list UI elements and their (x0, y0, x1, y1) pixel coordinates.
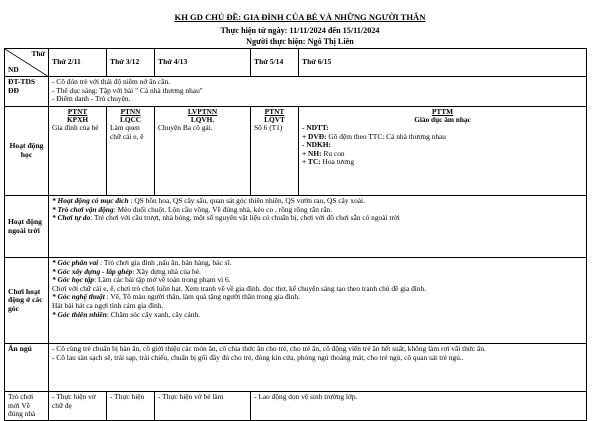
day-header: Thứ 5/14 (251, 49, 299, 77)
lesson-code: PTNT (67, 107, 88, 116)
lesson-cell (155, 107, 251, 196)
item-key: * Trò chơi vận động (52, 204, 114, 214)
an-ngu-line: - Cô lau sàn sạch sẽ, trải sạp, trải chiếu, chuẩn bị gối đầy đủ cho trẻ, đóng kín cửa, phòng ngủ thoáng mát, cho trẻ ngủ, cô quan sát trẻ ngủ.. (52, 352, 464, 362)
row-ngoai-troi (5, 196, 587, 258)
day-header: Thứ 2/11 (49, 49, 107, 77)
lesson-cell (251, 107, 299, 196)
lesson-sub: Giáo dục âm nhạc (414, 115, 471, 124)
day-header: Thứ 6/15 (299, 49, 587, 77)
row-goc (5, 258, 587, 344)
row-label-ngoai-troi: Hoạt động ngoài trời (5, 196, 49, 258)
music-item-value: Gõ đệm theo TTC: Cả nhà thương nhau (326, 131, 446, 141)
item-value: : Trò chơi gia đình ,nấu ăn, bán hàng, bác sĩ. (98, 258, 232, 267)
last-cell: - Thực hiện vở bé làm (155, 392, 251, 421)
music-item-key: + NH: (302, 148, 322, 158)
row-label-don-tre: ĐT-TDS ĐĐ (5, 77, 49, 107)
lesson-body: Số 6 (T1) (254, 123, 283, 132)
corner-bottom-label: ND (8, 65, 19, 75)
don-tre-line: - Điểm danh - Trò chuyện. (52, 94, 131, 104)
ngoai-troi-item (52, 214, 583, 223)
item-value: Hát bài hát ca ngợi tình cảm gia đình. (52, 300, 164, 310)
goc-content (49, 258, 587, 344)
item-key: * Góc nghệ thuật (52, 292, 105, 302)
lesson-sub: KPXH (66, 115, 89, 124)
item-key: * Góc phân vai (52, 258, 99, 267)
don-tre-line: - Thể dục sáng: Tập với bài " Cả nhà thương nhau" (52, 85, 203, 95)
row-hoat-dong-hoc (5, 107, 587, 196)
last-cell: - Lao động dọn vệ sinh trường lớp. (251, 392, 587, 421)
weekly-plan-table (4, 48, 587, 421)
item-key: * Chơi tự do (52, 213, 91, 223)
item-value: : Làm các bài tập mở về toán trong phạm vi 6. (94, 275, 231, 285)
lesson-body: Làm quen chữ cái e, ê (110, 123, 144, 141)
goc-item (52, 311, 583, 320)
item-value: : QS bồn hoa, QS cây sấu, quan sát góc thiên nhiên, QS vườn rau, QS cây xoài. (128, 196, 365, 205)
lesson-sub: LQCC (119, 115, 142, 124)
item-value: Chơi với chữ cái e, ê, chơi trò chơi luồn hạt. Xem tranh về về gia đình. đọc thơ, kể chuyện sáng tạo theo tranh chủ đề gia đình. (52, 283, 427, 293)
plan-dates: Thực hiện từ ngày: 11/11/2024 đến 15/11/2024 (220, 26, 380, 35)
lesson-body: Gia đình của bé (52, 123, 99, 132)
lesson-body: Chuyện Ba cô gái. (158, 123, 213, 132)
music-item-key: + TC: (302, 157, 321, 167)
row-an-ngu (5, 344, 587, 392)
lesson-code: LVPTNN (187, 107, 218, 116)
don-tre-line: - Cô đón trẻ với thái độ niềm nở ân cần. (52, 77, 171, 86)
lesson-sub: LQVT (264, 115, 285, 124)
lesson-sub: LQVH. (190, 115, 215, 124)
music-item-key: - NDTT: (302, 123, 329, 132)
item-value: : Vẽ, Tô màu người thân, làm quà tặng người thân trong gia đình. (104, 292, 300, 302)
last-cell: - Thực hiện (107, 392, 155, 421)
row-chieu (5, 392, 587, 421)
plan-teacher: Người thực hiện: Ngô Thị Liên (246, 37, 354, 46)
lesson-cell (107, 107, 155, 196)
don-tre-content (49, 77, 587, 107)
last-cell: Trò chơi mới Về đúng nhà (5, 392, 49, 421)
lesson-code: PTNT (264, 107, 285, 116)
music-item-key: + DVĐ: (302, 131, 327, 141)
lesson-cell (49, 107, 107, 196)
day-header: Thứ 4/13 (155, 49, 251, 77)
corner-top-label: Thứ (31, 49, 45, 58)
ngoai-troi-content (49, 196, 587, 258)
item-key: * Góc học tập (52, 275, 95, 285)
music-item-value: Ru con (321, 148, 345, 158)
row-label-goc: Chơi hoạt động ở các góc (5, 258, 49, 344)
music-item-key: - NDKH: (302, 140, 331, 150)
item-value: : Mèo đuổi chuột. Lộn cầu vồng. Về đúng nhà, kéo co , rồng rồng rắn rắn. (113, 204, 333, 214)
row-label-an-ngu: Ăn ngủ (5, 344, 49, 392)
item-value: : Chăm sóc cây xanh, cây cảnh. (106, 309, 200, 319)
item-value: : Xây dựng nhà của bé. (132, 266, 201, 276)
plan-title: KH GD CHỦ ĐỀ: GIA ĐÌNH CỦA BÉ VÀ NHỮNG NGƯỜI THÂN (174, 12, 426, 22)
lesson-code: PTNN (120, 107, 141, 116)
row-label-hoat-dong-hoc: Hoạt động học (5, 107, 49, 196)
header-row (5, 49, 587, 77)
last-cell: - Thực hiện vở chữ đẹ (49, 392, 107, 421)
row-don-tre (5, 77, 587, 107)
corner-cell (5, 49, 49, 77)
item-key: * Hoạt động có mục đích (52, 196, 129, 205)
lesson-cell (299, 107, 587, 196)
item-value: : Trẻ chơi với cầu trượt, nhà bóng, một số nguyên vật liệu có chuẩn bị, chơi với đồ chơi sẵn có ngoài trời (90, 213, 400, 223)
an-ngu-content (49, 344, 587, 392)
music-item-value: Hoa tương (320, 157, 355, 167)
an-ngu-line: - Cô cùng trẻ chuẩn bị bàn ăn, cô giới thiệu các món ăn, cô chia thức ăn cho trẻ, cho trẻ ăn, cô động viên trẻ ăn hết suất, không làm rơi vãi thức ăn. (52, 344, 486, 353)
day-header: Thứ 3/12 (107, 49, 155, 77)
music-item (302, 158, 583, 167)
item-key: * Góc xây dựng - lắp ghép (52, 266, 133, 276)
item-key: * Góc thiên nhiên (52, 309, 107, 319)
lesson-code: PTTM (431, 107, 454, 116)
music-item (302, 133, 583, 142)
